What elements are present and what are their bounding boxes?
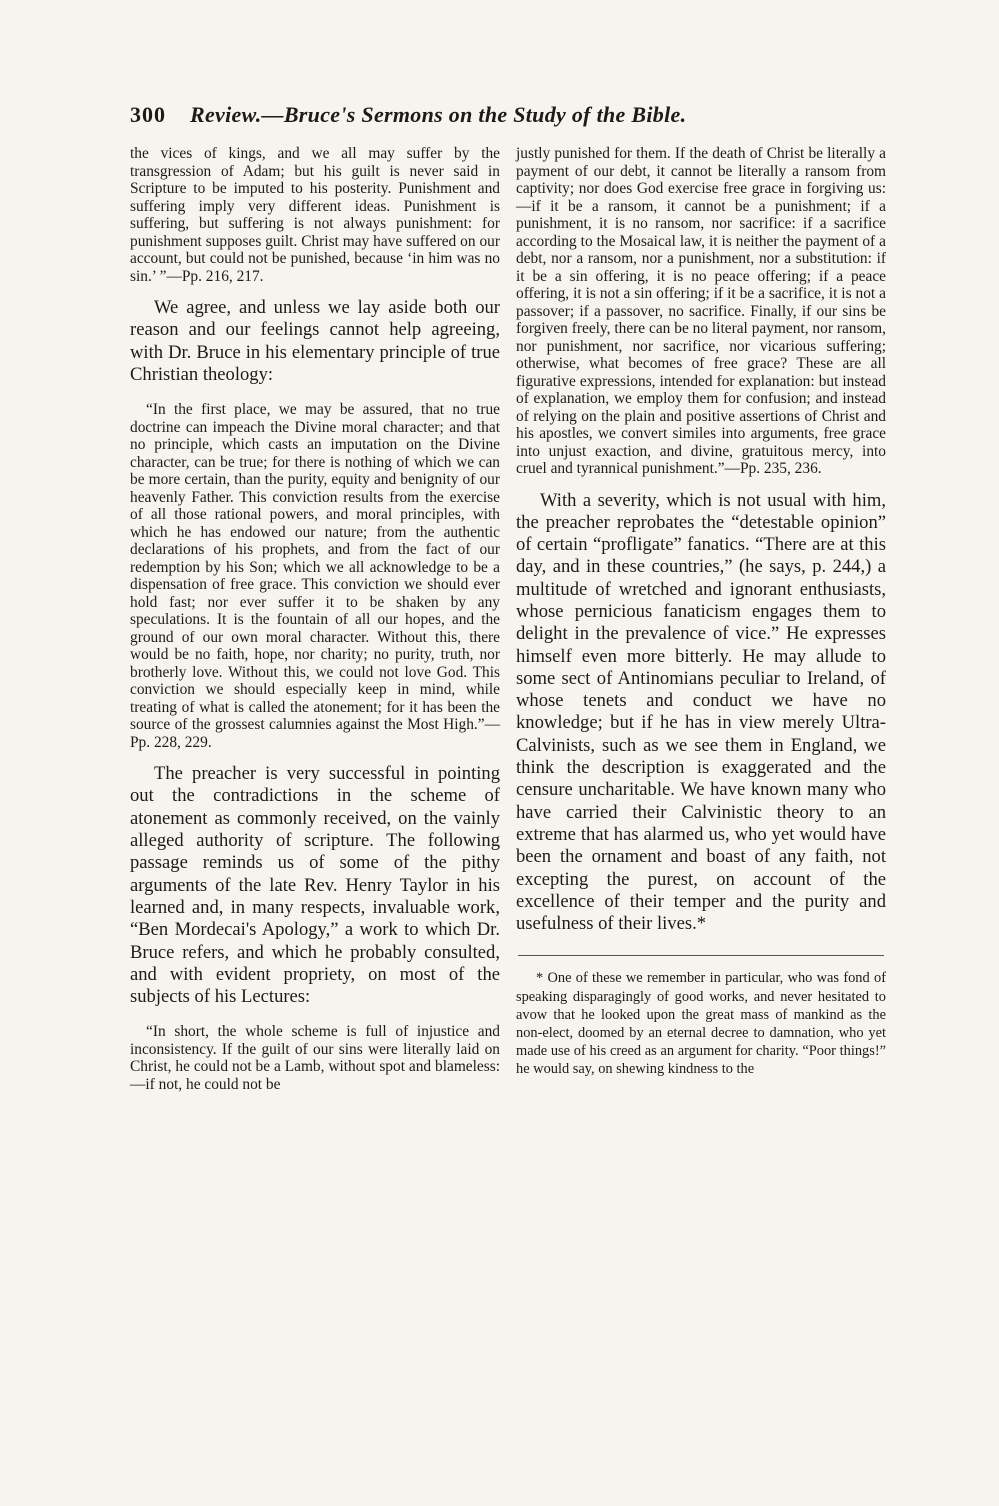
footnote-rule (518, 955, 884, 956)
block-quote: “In short, the whole scheme is full of injustice and inconsistency. If the guilt of our sins were literally laid on Christ, he could not be a Lamb, without spot and blameless:—if not, he could not be (130, 1023, 500, 1093)
body-paragraph: The preacher is very successful in pointing out the contradictions in the scheme of atonement as commonly received, on the vainly alleged authority of scripture. The following passage reminds us of some of the pithy arguments of the late Rev. Henry Taylor in his learned and, in many respects, invaluable work, “Ben Mordecai's Apology,” a work to which Dr. Bruce refers, and which he probably consulted, and with evident propriety, on most of the subjects of his Lectures: (130, 763, 500, 1008)
left-column (130, 145, 500, 1093)
running-header (130, 100, 870, 130)
body-paragraph: With a severity, which is not usual with him, the preacher reprobates the “detestable opinion” of certain “profligate” fanatics. “There are at this day, and in these countries,” (he says, p. 244,) a multitude of wretched and ignorant enthusiasts, whose pernicious fanaticism engages them to delight in the prevalence of vice.” He expresses himself even more bitterly. He may allude to some sect of Antinomians peculiar to Ireland, of whose tenets and conduct we have no knowledge; but if he has in view merely Ultra-Calvinists, such as we see them in England, we think the description is exaggerated and the censure uncharitable. We have known many who have carried their Calvinistic theory to an extreme that has alarmed us, who yet would have been the ornament and boast of any faith, not excepting the purest, on account of the excellence of their temper and the purity and usefulness of their lives.* (516, 489, 886, 935)
running-title: Review.—Bruce's Sermons on the Study of the Bible. (190, 102, 687, 127)
quote-continuation: justly punished for them. If the death of Christ be literally a payment of our debt, it cannot be literally a ransom from captivity; nor does God exercise free grace in forgiving us:—if it be a ransom, it cannot be a punishment; if a punishment, it is no ransom, nor sacrifice: if a sacrifice according to the Mosaical law, it is neither the payment of a debt, nor a ransom, nor a punishment, nor a substitution: if it be a sin offering, it is no peace offering; if a peace offering, it is not a sin offering; if it be a sacrifice, it is not a passover; if a passover, no sacrifice. Finally, if our sins be forgiven freely, there can be no literal payment, nor ransom, nor punishment, nor sacrifice, nor vicarious suffering; otherwise, what becomes of free grace? These are all figurative expressions, intended for explanation: but instead of explanation, we employ them for confusion; and instead of relying on the plain and positive assertions of Christ and his apostles, we convert similes into arguments, free grace into unjust exaction, and divine, gratuitous mercy, into cruel and tyrannical punishment.”—Pp. 235, 236. (516, 145, 886, 477)
quote-continuation: the vices of kings, and we all may suffer by the transgression of Adam; but his guilt is never said in Scripture to be imputed to his posterity. Punishment and suffering imply very different ideas. Punishment is suffering, but suffering is not always punishment: for punishment supposes guilt. Christ may have suffered on our account, but could not be punished, because ‘in him was no sin.’ ”—Pp. 216, 217. (130, 145, 500, 285)
footnote: * One of these we remember in particular, who was fond of speaking disparagingly of good works, and never hesitated to avow that he looked upon the great mass of mankind as the non-elect, doomed by an eternal decree to damnation, who yet made use of his creed as an argument for charity. “Poor things!” he would say, on shewing kindness to the (516, 970, 886, 1078)
body-paragraph: We agree, and unless we lay aside both our reason and our feelings cannot help agreeing, with Dr. Bruce in his elementary principle of true Christian theology: (130, 297, 500, 385)
right-column (516, 145, 886, 1079)
block-quote: “In the first place, we may be assured, that no true doctrine can impeach the Divine moral character; and that no principle, which casts an imputation on the Divine character, can be true; for there is nothing of which we can be more certain, than the purity, equity and benignity of our heavenly Father. This conviction results from the exercise of all those rational powers, and moral principles, with which he has endowed our nature; from the authentic declarations of his prophets, and from the fact of our redemption by his Son; which we all acknowledge to be a dispensation of free grace. This conviction we should ever hold fast; nor ever suffer it to be shaken by any speculations. It is the fountain of all our hopes, and the ground of our own moral character. Without this, there would be no faith, hope, nor charity; no purity, truth, nor brotherly love. Without this, we could not love God. This conviction we should especially keep in mind, while treating of what is called the atonement; for it has been the source of the grossest calumnies against the Most High.”—Pp. 228, 229. (130, 401, 500, 751)
page-number: 300 (130, 102, 166, 127)
